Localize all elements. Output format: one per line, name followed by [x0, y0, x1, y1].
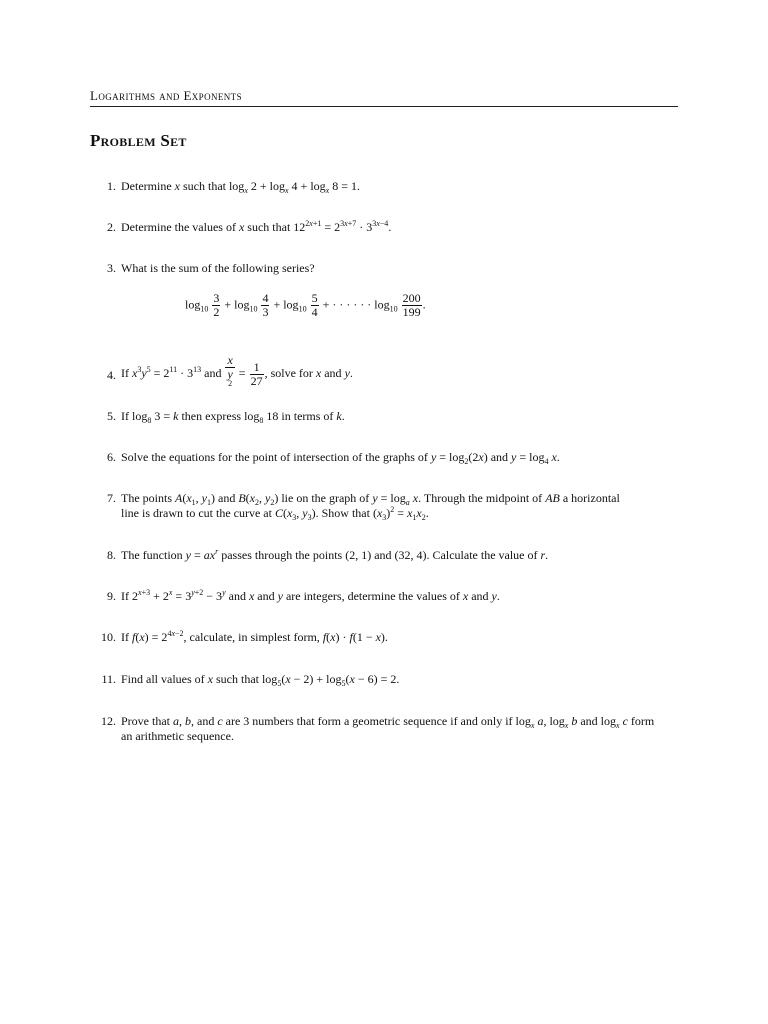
problem-text: Find all values of x such that $\log_5(x - 2) + \log_5(x - 6) = 2$.: [121, 672, 400, 688]
problem-number: 9.: [107, 589, 116, 603]
problem-number: 10.: [101, 630, 116, 644]
problem-text: If $x^3y^5 = 2^{11} \cdot 3^{13}$ and x y $^2$ = $\frac{1}{27}$ , solve for x and y.: [121, 354, 678, 394]
problem-text: Determine x such that $\log_x 2 + \log_x 4 + \log_x 8 = 1$.: [121, 179, 360, 195]
section-title: Problem Set: [90, 131, 187, 150]
problem-text: If $2^{x+3} + 2^x = 3^{y+2} - 3^y$ and x and y are integers, determine the values of x and y.: [121, 588, 500, 603]
header-title: Logarithms and Exponents: [90, 88, 242, 103]
problem-number: 8.: [107, 548, 116, 562]
problem-text: The function $y = ax^r$ passes through the points (2, 1) and (32, 4). Calculate the value of r.: [121, 547, 549, 562]
problem-text: If $\log_8 3 = k$ then express $\log_8 18$ in terms of k.: [121, 409, 345, 425]
problem-text: Determine the values of x such that $12^{2x+1} = 2^{3x+7} \cdot 3^{3x-4}$.: [121, 219, 392, 234]
problem-number: 1.: [107, 179, 116, 193]
problem-text: Prove that a, b, and c are 3 numbers that form a geometric sequence if and only if $\log_x a$, $\log_x b$ and $\log_x c$ form an arithmetic sequence.: [121, 714, 655, 743]
problem-text: Solve the equations for the point of intersection of the graphs of $y = \log_2(2x)$ and $y = \log_4 x$.: [121, 450, 560, 466]
running-header: [90, 87, 678, 107]
problem-number: 7.: [107, 491, 116, 505]
series-equation: $\log_{10}$ $\frac{3}{2}$ + $\log_{10}$ $\frac{4}{3}$ + $\log_{10}$ $\frac{5}{4}$ + · · · · · · $\log_{10}$ $\frac{200}{199}$ .: [185, 291, 426, 319]
problem-number: 2.: [107, 220, 116, 234]
problem-number: 3.: [107, 261, 116, 275]
problem-text: If $f(x) = 2^{4x-2}$, calculate, in simplest form, f(x) · f(1 − x).: [121, 629, 388, 644]
problem-number: 12.: [101, 714, 116, 728]
problem-number: 6.: [107, 450, 116, 464]
problem-text: What is the sum of the following series?: [121, 261, 315, 275]
problem-number: 5.: [107, 409, 116, 423]
problem-number: 11.: [101, 672, 116, 686]
problem-number: 4.: [107, 368, 116, 382]
problem-text: The points $A(x_1$, $y_1$) and $B(x_2$, $y_2$) lie on the graph of $y = \log_a x$. Through the midpoint of AB a horizontal line is drawn to cut the curve at $C(x_3$, $y_3$). Show that $(x_3)^2 = x_1x_2$.: [121, 491, 620, 522]
